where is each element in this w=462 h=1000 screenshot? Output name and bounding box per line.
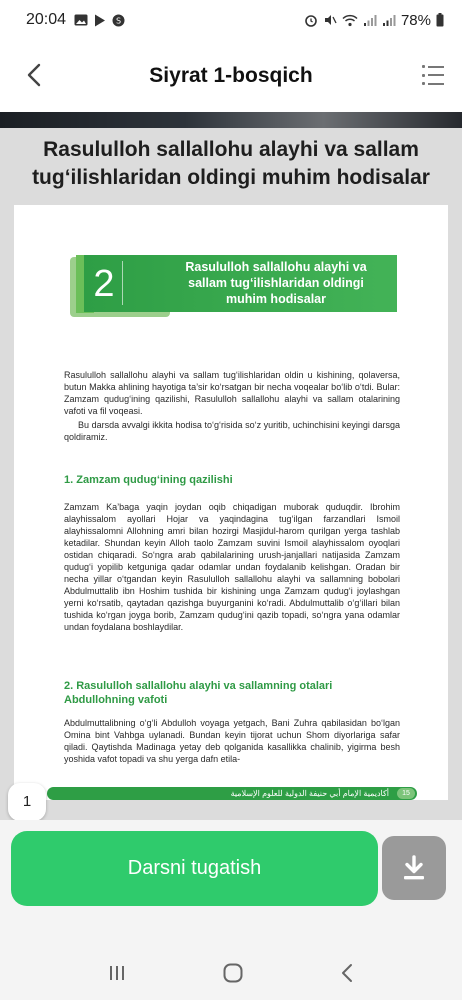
system-navigation-bar (0, 945, 462, 1000)
chapter-banner (84, 255, 397, 312)
status-bar (0, 0, 462, 40)
battery-percentage: 78% (400, 11, 431, 29)
battery-icon (436, 13, 444, 27)
intro-paragraph-1: Rasululloh sallallohu alayhi va sallam tug‘ilishlaridan oldin u kishining, qolaversa, butun Makka ahlining hayotiga ta’sir ko‘rsatgan bir necha voqealar bo‘lib o‘tdi. Bular: Zamzam qudug‘ining qazilishi, Rasululloh sallallohu alayhi va sallam otalarining vafoti va fil voqeasi. (64, 370, 400, 416)
status-time: 20:04 (26, 11, 67, 28)
signal-icon-1 (363, 14, 377, 27)
play-store-icon (94, 14, 106, 27)
mute-icon (323, 13, 337, 27)
chevron-left-icon (27, 63, 41, 87)
page-title: Siyrat 1-bosqich (149, 64, 313, 87)
notification-icons (74, 14, 125, 27)
section-heading-2: 2. Rasululloh sallallohu alayhi va sallamning otalari Abdullohning vafoti (64, 680, 333, 706)
home-icon[interactable] (222, 962, 244, 984)
video-thumbnail[interactable] (0, 112, 462, 128)
finish-lesson-button[interactable]: Darsni tugatish (11, 831, 378, 906)
svg-text:S: S (116, 16, 122, 25)
chapter-title: Rasululloh sallallohu alayhi va sallam tug‘ilishlaridan oldingi muhim hodisalar (185, 260, 367, 306)
back-nav-icon[interactable] (340, 963, 354, 983)
intro-paragraph-2: Bu darsda avvalgi ikkita hodisa to‘g‘risida so‘z yuritib, uchinchisini keyingi darsga qoldiramiz. (64, 420, 400, 442)
page-indicator: 1 (8, 783, 46, 821)
download-icon (402, 855, 426, 881)
chapter-number: 2 (93, 263, 115, 305)
footer-academy-name: أكاديمية الإمام أبي حنيفة الدولية للعلوم الإسلامية (230, 789, 389, 798)
lesson-list-button[interactable] (422, 62, 446, 88)
section-paragraph-2: Abdulmuttalibning o‘g‘li Abdulloh voyaga yetgach, Bani Zuhra qabilasidan bo‘lgan Omina bint Vahbga uylanadi. Bundan keyin tijorat uchun Shom diyorlariga safar qiladi. Qaytishda Madinaga yetay deb qolganida kasallikka chalinib, yigirma besh yoshida vafot topadi va shu yerga dafn etila- (64, 718, 400, 764)
download-button[interactable] (382, 836, 446, 900)
lesson-title: Rasululloh sallallohu alayhi va sallam tug‘ilishlaridan oldingi muhim hodisalar (32, 138, 430, 189)
chapter-divider (122, 261, 123, 305)
system-icons (304, 12, 444, 29)
gallery-icon (74, 14, 88, 26)
app-header (0, 40, 462, 112)
footer-page-number: 15 (397, 788, 415, 799)
section-heading-1: 1. Zamzam qudug‘ining qazilishi (64, 474, 233, 486)
app-notification-icon (112, 14, 125, 27)
back-button[interactable] (22, 60, 46, 90)
document-footer (47, 787, 417, 800)
wifi-icon (342, 14, 358, 27)
alarm-icon (304, 13, 318, 27)
pdf-page[interactable] (14, 205, 448, 800)
section-paragraph-1: Zamzam Ka’baga yaqin joydan oqib chiqadigan muborak quduqdir. Ibrohim alayhissalom ayollari Hojar va yaqindagina tug‘ilgan farzandlari Ismoil alayhissalomni Allohning amri bilan hozirgi Masjidul-harom qurilgan yerga tashlab ketadilar. Shundan keyin Alloh taolo Zamzam suvini Ismoil alayhissalom oyoqlari ostidan chiqaradi. So‘ngra arab qabilalarining urush-janjallari natijasida Zamzam qudug‘i yopilib ketguniga qadar odamlar undan foydalanib kelishgan. Oradan bir necha yillar o‘tgandan keyin Rasululloh sallallohu alayhi va sallamning bobolari Abdulmuttalib ibn Hoshim tushida bir kishining unga Zamzam qudug‘i joylashgan yerni ko‘rsatib, qaytadan qazishga buyurganini ko‘radi. Abdulmuttalib o‘g‘illari bilan tushida ko‘rgan joyga borib, Zamzam qudug‘ini qazib topadi, so‘ngra yana odamlar undan foydalana boshlaydilar. (64, 502, 400, 632)
recent-apps-icon[interactable] (108, 964, 126, 982)
list-icon (422, 65, 446, 68)
signal-icon-2 (382, 14, 396, 27)
